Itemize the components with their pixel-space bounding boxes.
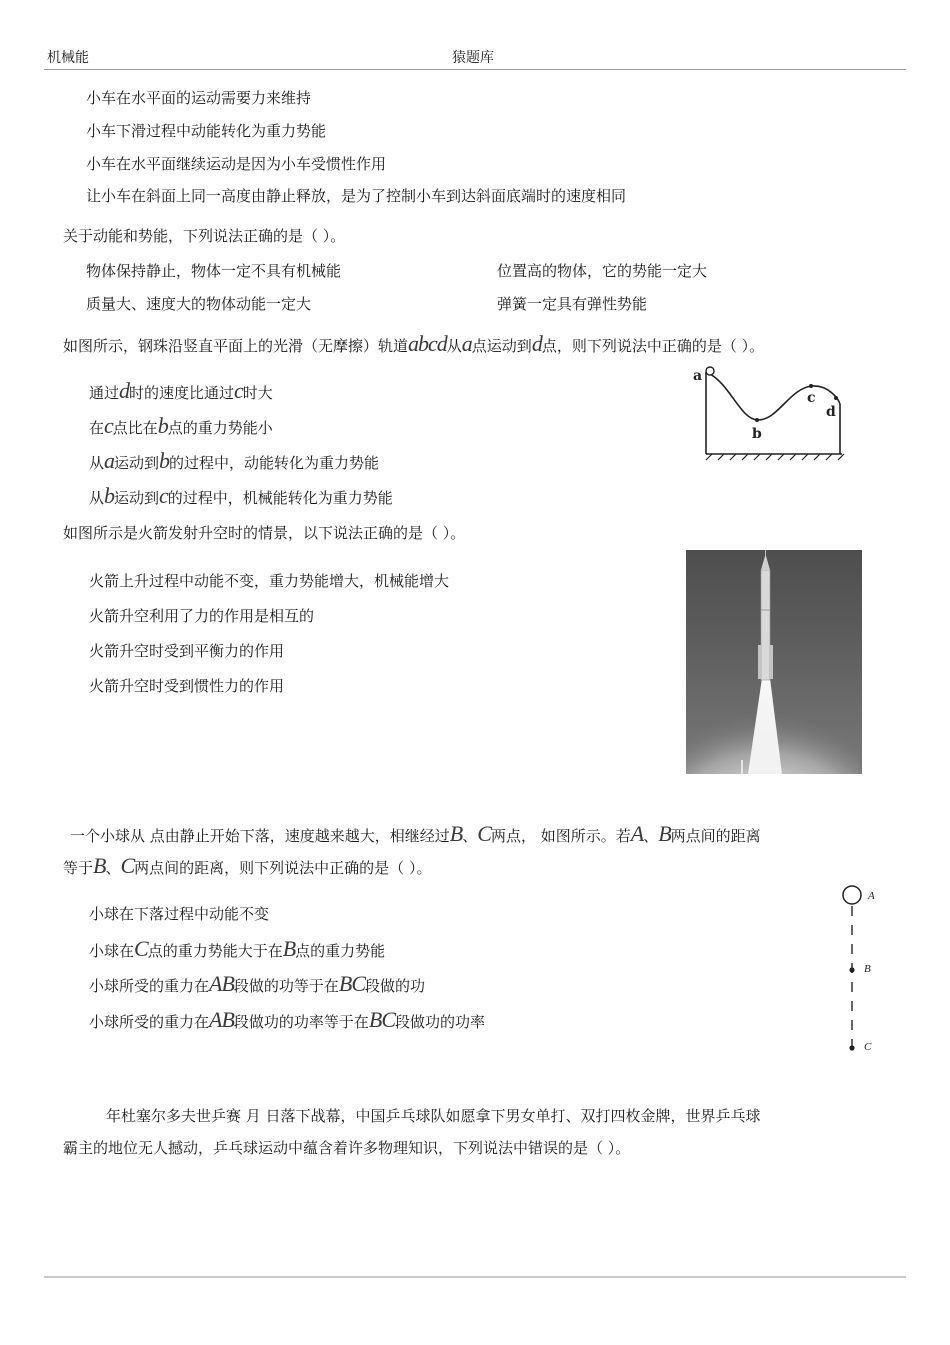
falling-ball-figure [830,880,890,1060]
question-ball-line1: 一个小球从 点由静止开始下落，速度越来越大，相继经过B、C两点， 如图所示。若A、B两点间的距离 [70,821,761,846]
booster-left [758,645,762,679]
header-brand: 猿题库 [452,50,494,66]
math-d: d [531,331,542,356]
question-ball-line2: 等于B、C两点间的距离，则下列说法中正确的是（ ）。 [63,853,432,878]
label-A: A [868,890,875,902]
point-B [849,967,854,972]
label-b: b [752,426,762,442]
rocket-illustration [686,550,862,774]
question-rocket-stem: 如图所示是火箭发射升空时的情景，以下说法正确的是（ ）。 [63,524,466,542]
option-prev-d: 让小车在斜面上同一高度由静止释放，是为了控制小车到达斜面底端时的速度相同 [86,187,627,205]
rocket-photo [686,550,862,774]
point-C [849,1045,854,1050]
option-track-b: 在c点比在b点的重力势能小 [89,413,273,438]
ball [843,886,861,904]
question-energy-stem: 关于动能和势能，下列说法正确的是（ ）。 [63,227,346,245]
point-c [809,384,813,388]
rocket-nose [761,554,770,570]
option-track-c: 从a运动到b的过程中，动能转化为重力势能 [89,448,380,473]
option-ball-d: 小球所受的重力在AB段做功的功率等于在BC段做功的功率 [89,1007,486,1032]
booster-right [769,645,773,679]
label-d: d [826,404,836,420]
label-a: a [693,368,703,384]
label-B: B [864,963,871,975]
header-rule [44,69,906,70]
ground-hatch [706,454,844,460]
point-d [834,396,838,400]
point-b [755,418,759,422]
header-subject: 机械能 [47,50,89,66]
question-pingpong-line1: 年杜塞尔多夫世乒赛 月 日落下战幕，中国乒乓球队如愿拿下男女单打、双打四枚金牌，世界乒乓球 [106,1107,761,1125]
math-a: a [461,331,472,356]
option-prev-c: 小车在水平面继续运动是因为小车受惯性作用 [86,155,387,173]
rocket-body [761,570,770,680]
question-track-stem: 如图所示，钢珠沿竖直平面上的光滑（无摩擦）轨道abcd从a点运动到d点，则下列说法中正确的是（ ）。 [63,331,765,356]
track-curve [706,372,840,420]
option-energy-b: 位置高的物体，它的势能一定大 [497,262,708,280]
label-C: C [864,1041,872,1053]
option-rocket-a: 火箭上升过程中动能不变，重力势能增大，机械能增大 [89,572,450,590]
option-rocket-d: 火箭升空时受到惯性力的作用 [89,677,285,695]
steel-ball [706,367,714,375]
option-ball-c: 小球所受的重力在AB段做的功等于在BC段做的功 [89,971,426,996]
option-track-a: 通过d时的速度比通过c时大 [89,378,273,403]
footer-rule [44,1276,906,1278]
question-pingpong-line2: 霸主的地位无人撼动，乒乓球运动中蕴含着许多物理知识，下列说法中错误的是（ ）。 [63,1139,631,1157]
track-figure [690,362,850,462]
option-prev-a: 小车在水平面的运动需要力来维持 [86,89,312,107]
option-ball-b: 小球在C点的重力势能大于在B点的重力势能 [89,936,386,961]
option-ball-a: 小球在下落过程中动能不变 [89,905,270,923]
math-abcd: abcd [408,331,447,356]
option-energy-c: 质量大、速度大的物体动能一定大 [86,295,312,313]
option-rocket-b: 火箭升空利用了力的作用是相互的 [89,607,315,625]
option-rocket-c: 火箭升空时受到平衡力的作用 [89,642,285,660]
option-energy-a: 物体保持静止，物体一定不具有机械能 [86,262,342,280]
label-c: c [807,390,816,406]
option-prev-b: 小车下滑过程中动能转化为重力势能 [86,122,327,140]
option-energy-d: 弹簧一定具有弹性势能 [497,295,648,313]
option-track-d: 从b运动到c的过程中，机械能转化为重力势能 [89,483,393,508]
